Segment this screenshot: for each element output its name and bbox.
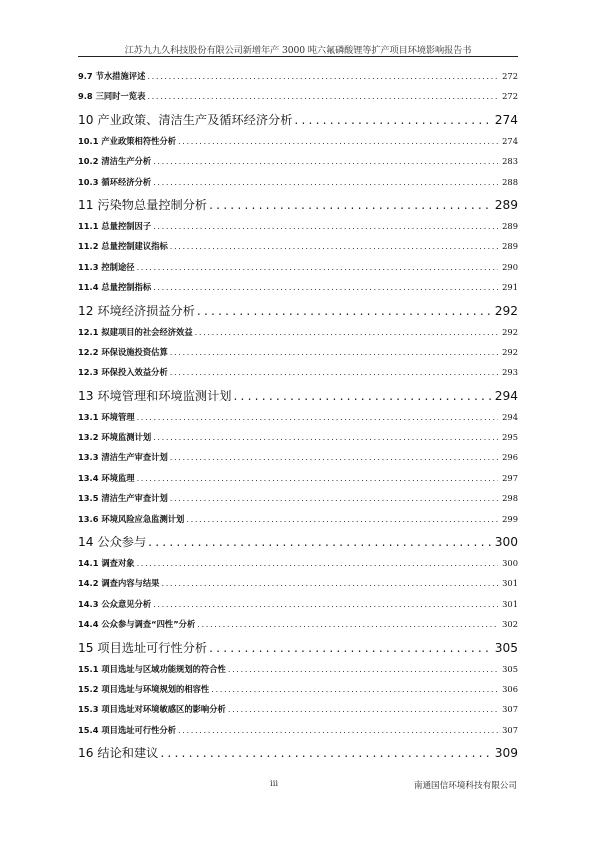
toc-entry-page: 288	[502, 176, 518, 187]
toc-dot-leader	[153, 177, 498, 187]
toc-entry-title: 11.4 总量控制指标	[78, 282, 152, 293]
toc-dot-leader	[153, 282, 498, 292]
toc-dot-leader	[170, 241, 498, 251]
toc-entry-title: 11.1 总量控制因子	[78, 220, 152, 231]
toc-entry-title: 13.4 环境监理	[78, 472, 135, 483]
toc-dot-leader	[197, 304, 493, 318]
toc-entry-title: 10 产业政策、清洁生产及循环经济分析	[78, 112, 293, 127]
toc-dot-leader	[147, 91, 498, 101]
toc-section-entry[interactable]	[78, 683, 518, 703]
header-divider	[78, 56, 518, 57]
toc-dot-leader	[170, 493, 498, 503]
toc-dot-leader	[228, 704, 498, 714]
toc-dot-leader	[160, 746, 492, 760]
toc-dot-leader	[153, 221, 498, 231]
toc-chapter-entry[interactable]	[78, 744, 518, 768]
toc-entry-page: 290	[502, 261, 518, 272]
toc-entry-page: 274	[494, 112, 518, 127]
toc-section-entry[interactable]	[78, 155, 518, 175]
toc-chapter-entry[interactable]	[78, 111, 518, 135]
toc-entry-title: 11.2 总量控制建议指标	[78, 241, 168, 252]
toc-entry-page: 292	[502, 326, 518, 337]
toc-entry-page: 300	[502, 558, 518, 569]
toc-entry-page: 300	[494, 535, 518, 550]
toc-entry-page: 301	[502, 598, 518, 609]
toc-section-entry[interactable]	[78, 281, 518, 301]
toc-entry-title: 14.3 公众意见分析	[78, 598, 152, 609]
company-name: 南通国信环境科技有限公司	[413, 781, 517, 791]
toc-dot-leader	[294, 113, 492, 127]
toc-entry-title: 14.2 调查内容与结果	[78, 578, 160, 589]
toc-entry-page: 299	[502, 513, 518, 524]
toc-entry-page: 307	[502, 704, 518, 715]
toc-section-entry[interactable]	[78, 261, 518, 281]
toc-entry-title: 15.4 项目选址可行性分析	[78, 724, 177, 735]
toc-entry-title: 13 环境管理和环境监测计划	[78, 388, 232, 403]
toc-section-entry[interactable]	[78, 240, 518, 260]
toc-entry-page: 292	[494, 303, 518, 318]
toc-entry-page: 296	[502, 452, 518, 463]
toc-entry-title: 13.2 环境监测计划	[78, 432, 152, 443]
document-header: 江苏九九久科技股份有限公司新增年产 3000 吨六氟磷酸锂等扩产项目环境影响报告书	[124, 45, 472, 56]
toc-entry-page: 302	[502, 619, 518, 630]
toc-section-entry[interactable]	[78, 70, 518, 90]
toc-dot-leader	[161, 578, 498, 588]
toc-entry-page: 295	[502, 432, 518, 443]
toc-section-entry[interactable]	[78, 176, 518, 196]
toc-entry-page: 291	[502, 282, 518, 293]
toc-entry-page: 305	[494, 640, 518, 655]
toc-entry-title: 15.2 项目选址与环境规划的相容性	[78, 683, 210, 694]
toc-entry-title: 13.1 环境管理	[78, 411, 135, 422]
toc-entry-title: 13.6 环境风险应急监测计划	[78, 513, 185, 524]
toc-chapter-entry[interactable]	[78, 196, 518, 220]
toc-dot-leader	[137, 473, 498, 483]
toc-entry-page: 293	[502, 367, 518, 378]
toc-section-entry[interactable]	[78, 346, 518, 366]
toc-chapter-entry[interactable]	[78, 387, 518, 411]
toc-section-entry[interactable]	[78, 703, 518, 723]
toc-entry-title: 13.5 清洁生产审查计划	[78, 493, 168, 504]
toc-dot-leader	[148, 535, 493, 549]
toc-entry-title: 16 结论和建议	[78, 746, 159, 761]
toc-dot-leader	[186, 514, 498, 524]
toc-section-entry[interactable]	[78, 472, 518, 492]
toc-section-entry[interactable]	[78, 598, 518, 618]
toc-section-entry[interactable]	[78, 411, 518, 431]
toc-entry-title: 10.3 循环经济分析	[78, 176, 152, 187]
toc-dot-leader	[197, 619, 498, 629]
toc-entry-title: 12.1 拟建项目的社会经济效益	[78, 326, 193, 337]
toc-entry-page: 301	[502, 578, 518, 589]
toc-entry-title: 10.1 产业政策相符性分析	[78, 135, 177, 146]
toc-dot-leader	[147, 71, 498, 81]
toc-dot-leader	[153, 599, 498, 609]
toc-section-entry[interactable]	[78, 366, 518, 386]
toc-section-entry[interactable]	[78, 577, 518, 597]
toc-entry-page: 272	[502, 71, 518, 81]
toc-entry-title: 12.3 环保投入效益分析	[78, 367, 168, 378]
toc-section-entry[interactable]	[78, 135, 518, 155]
toc-entry-title: 15.1 项目选址与区域功能规划的符合性	[78, 663, 226, 674]
toc-chapter-entry[interactable]	[78, 302, 518, 326]
toc-entry-page: 297	[502, 472, 518, 483]
toc-entry-title: 14 公众参与	[78, 535, 147, 550]
toc-entry-page: 294	[502, 411, 518, 422]
page-number: iii	[270, 779, 279, 789]
toc-entry-title: 11 污染物总量控制分析	[78, 197, 208, 212]
toc-entry-page: 305	[502, 663, 518, 674]
toc-dot-leader	[228, 664, 498, 674]
toc-section-entry[interactable]	[78, 451, 518, 471]
toc-dot-leader	[209, 198, 493, 212]
toc-dot-leader	[195, 327, 498, 337]
toc-entry-page: 309	[494, 746, 518, 761]
toc-entry-title: 15 项目选址可行性分析	[78, 640, 208, 655]
toc-entry-page: 292	[502, 346, 518, 357]
toc-dot-leader	[170, 452, 498, 462]
toc-dot-leader	[137, 558, 498, 568]
toc-section-entry[interactable]	[78, 663, 518, 683]
toc-dot-leader	[153, 432, 498, 442]
toc-entry-page: 289	[502, 220, 518, 231]
toc-section-entry[interactable]	[78, 431, 518, 451]
toc-entry-title: 13.3 清洁生产审查计划	[78, 452, 168, 463]
toc-entry-page: 274	[502, 135, 518, 146]
toc-section-entry[interactable]	[78, 557, 518, 577]
toc-dot-leader	[209, 641, 493, 655]
toc-entry-page: 294	[494, 388, 518, 403]
toc-section-entry[interactable]	[78, 326, 518, 346]
toc-entry-title: 9.8 三同时一览表	[78, 91, 146, 102]
toc-dot-leader	[170, 347, 498, 357]
toc-dot-leader	[211, 684, 498, 694]
toc-chapter-entry[interactable]	[78, 639, 518, 663]
toc-entry-page: 289	[502, 241, 518, 252]
toc-section-entry[interactable]	[78, 724, 518, 744]
toc-entry-page: 307	[502, 724, 518, 735]
toc-entry-page: 283	[502, 156, 518, 167]
table-of-contents	[78, 70, 518, 768]
toc-chapter-entry[interactable]	[78, 533, 518, 557]
toc-dot-leader	[178, 136, 498, 146]
toc-entry-title: 14.4 公众参与调查“四性”分析	[78, 619, 196, 630]
toc-section-entry[interactable]	[78, 513, 518, 533]
toc-entry-title: 15.3 项目选址对环境敏感区的影响分析	[78, 704, 226, 715]
toc-section-entry[interactable]	[78, 618, 518, 638]
toc-dot-leader	[178, 725, 498, 735]
toc-entry-title: 11.3 控制途径	[78, 261, 135, 272]
toc-dot-leader	[137, 262, 498, 272]
toc-dot-leader	[137, 412, 498, 422]
toc-entry-title: 14.1 调查对象	[78, 558, 135, 569]
toc-entry-title: 12.2 环保设施投资估算	[78, 346, 168, 357]
toc-entry-title: 10.2 清洁生产分析	[78, 156, 152, 167]
toc-entry-page: 306	[502, 683, 518, 694]
toc-entry-page: 298	[502, 493, 518, 504]
toc-entry-page: 272	[502, 91, 518, 102]
toc-section-entry[interactable]	[78, 220, 518, 240]
toc-entry-page: 289	[494, 197, 518, 212]
toc-entry-title: 9.7 节水措施评述	[78, 71, 146, 81]
toc-dot-leader	[153, 156, 498, 166]
toc-dot-leader	[233, 389, 492, 403]
toc-section-entry[interactable]	[78, 90, 518, 110]
toc-dot-leader	[170, 367, 498, 377]
toc-section-entry[interactable]	[78, 492, 518, 512]
toc-entry-title: 12 环境经济损益分析	[78, 303, 195, 318]
